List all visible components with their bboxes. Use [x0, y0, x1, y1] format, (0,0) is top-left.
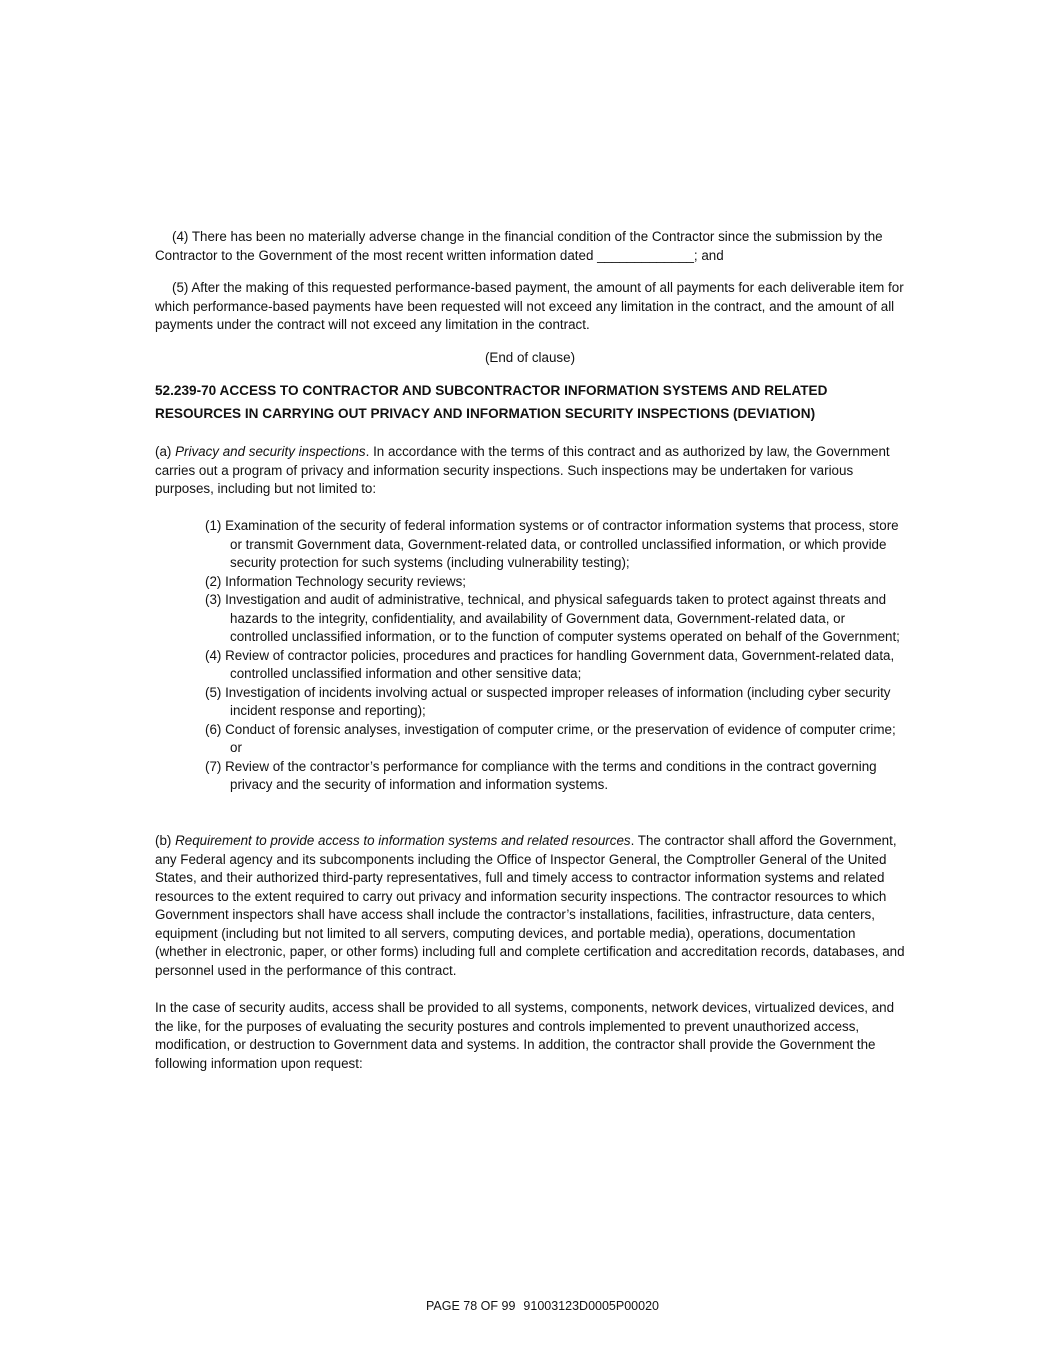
list-item: (7) Review of the contractor’s performance for compliance with the terms and conditions in the contract governing privacy and the security of information and information systems. [205, 758, 877, 792]
paragraph-a-prefix: (a) [155, 444, 176, 459]
paragraph-a [155, 443, 905, 499]
paragraph-b-title: Requirement to provide access to information systems and related resources [175, 833, 631, 848]
page-number: PAGE 78 OF 99 [426, 1299, 516, 1313]
paragraph-b-body: . The contractor shall afford the Government, any Federal agency and its subcomponents including the Office of Inspector General, the Comptroller General of the United States, and their authorized third-party representatives, full and timely access to contractor information systems and related resources to the extent required to carry out privacy and information security inspections. The contractor resources to which Government inspectors shall have access shall include the contractor’s installations, facilities, infrastructure, data centers, equipment (including but not limited to all servers, computing devices, and portable media), operations, documentation (whether in electronic, paper, or other forms) including full and complete certification and accreditation records, databases, and personnel used in the performance of this contract. [155, 833, 905, 978]
list-item: (3) Investigation and audit of administrative, technical, and physical safeguards taken to protect against threats and hazards to the integrity, confidentiality, and availability of Government data, Government-related data, or controlled unclassified information, or to the function of computer systems operated on behalf of the Government; [205, 592, 900, 644]
paragraph-a-title: Privacy and security inspections [175, 444, 366, 459]
contract-number: 91003123D0005P00020 [523, 1299, 659, 1313]
page-footer [0, 1299, 1055, 1313]
paragraph-4: (4) There has been no materially adverse change in the financial condition of the Contractor since the submission by the Contractor to the Government of the most recent written information dated _____________; and [155, 229, 883, 263]
list-item: (1) Examination of the security of federal information systems or of contractor information systems that process, store or transmit Government data, Government-related data, or controlled unclassified information, or which provide security protection for such systems (including vulnerability testing); [205, 518, 899, 570]
list-item: (5) Investigation of incidents involving actual or suspected improper releases of information (including cyber security incident response and reporting); [205, 684, 891, 718]
paragraph-a-body: . In accordance with the terms of this contract and as authorized by law, the Government carries out a program of privacy and information security inspections. Such inspections may be undertaken for various purposes, including but not limited to: [155, 444, 890, 496]
section-heading: 52.239-70 ACCESS TO CONTRACTOR AND SUBCONTRACTOR INFORMATION SYSTEMS AND RELATED RESOURCES IN CARRYING OUT PRIVACY AND INFORMATION SECURITY INSPECTIONS (DEVIATION) [155, 383, 828, 421]
list-item: (2) Information Technology security reviews; [205, 573, 466, 589]
end-of-clause: (End of clause) [484, 350, 576, 365]
paragraph-b [155, 832, 907, 980]
list-item: (4) Review of contractor policies, procedures and practices for handling Government data, Government-related data, controlled unclassified information and other sensitive data; [205, 647, 895, 681]
inspection-list [205, 517, 905, 795]
paragraph-security-audits: In the case of security audits, access shall be provided to all systems, components, network devices, virtualized devices, and the like, for the purposes of evaluating the security postures and controls implemented to prevent unauthorized access, modification, or destruction to Government data and systems. In addition, the contractor shall provide the Government the following information upon request: [155, 1000, 895, 1071]
paragraph-5: (5) After the making of this requested performance-based payment, the amount of all payments for each deliverable item for which performance-based payments have been requested will not exceed any limitation in the contract, and the amount of all payments under the contract will not exceed any limitation in the contract. [155, 280, 904, 332]
list-item: (6) Conduct of forensic analyses, investigation of computer crime, or the preservation of evidence of computer crime; or [205, 721, 896, 755]
paragraph-b-prefix: (b) [155, 833, 176, 848]
